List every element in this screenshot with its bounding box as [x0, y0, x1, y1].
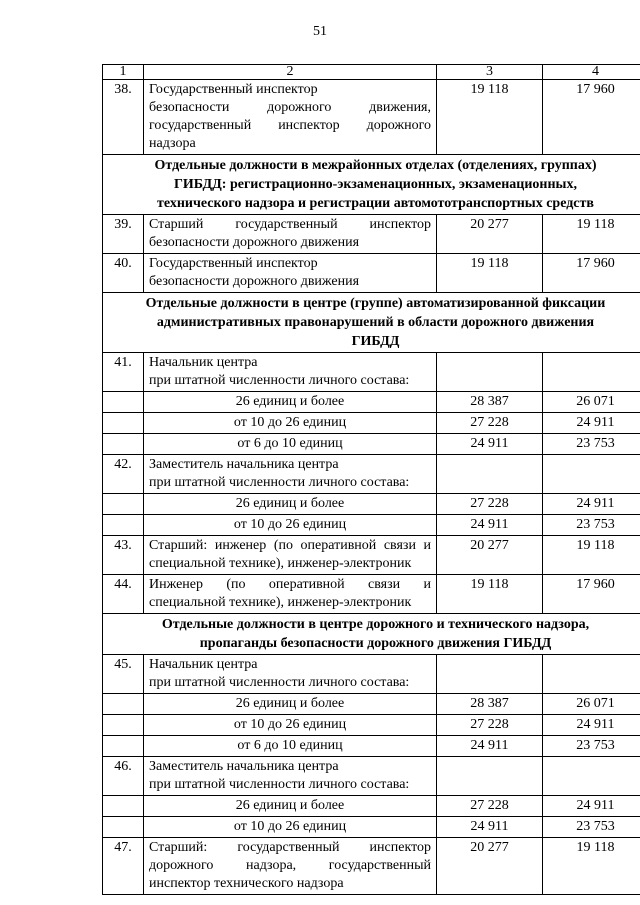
section-heading-line: Отдельные должности в центре (группе) автоматизированной фиксации	[145, 296, 606, 311]
sub-row	[103, 715, 640, 736]
sub-row	[103, 413, 640, 434]
salary-col-4	[543, 655, 640, 694]
position-name-line: Заместитель начальника центра	[149, 457, 339, 472]
row-number: 46.	[103, 757, 144, 796]
salary-col-3: 27 228	[437, 715, 543, 736]
position-name-line: Государственный инспектор	[149, 256, 318, 271]
salary-col-3: 19 118	[437, 575, 543, 614]
table-row	[103, 80, 640, 155]
salary-col-4: 24 911	[543, 715, 640, 736]
position-name-line: дорожного надзора, государственный	[149, 858, 431, 873]
sub-row	[103, 796, 640, 817]
table-body	[103, 65, 640, 895]
row-number: 44.	[103, 575, 144, 614]
salary-col-4: 24 911	[543, 494, 640, 515]
salary-col-4: 23 753	[543, 434, 640, 455]
row-number-empty	[103, 817, 144, 838]
staff-size-range: 26 единиц и более	[144, 392, 437, 413]
section-heading-line: технического надзора и регистрации автомототранспортных средств	[157, 196, 594, 211]
salary-col-3	[437, 353, 543, 392]
salary-col-3: 27 228	[437, 796, 543, 817]
position-name	[144, 536, 437, 575]
section-heading-line: Отдельные должности в межрайонных отделах (отделениях, группах)	[154, 158, 597, 173]
position-name-line: надзора	[149, 136, 196, 151]
position-name	[144, 80, 437, 155]
table-row	[103, 215, 640, 254]
staff-size-range: от 10 до 26 единиц	[144, 515, 437, 536]
salary-col-3: 20 277	[437, 536, 543, 575]
row-number-empty	[103, 515, 144, 536]
salary-col-4	[543, 757, 640, 796]
salary-table	[102, 64, 640, 895]
row-number: 39.	[103, 215, 144, 254]
table-row	[103, 536, 640, 575]
header-col-4: 4	[543, 65, 640, 80]
position-name-line: при штатной численности личного состава:	[149, 373, 410, 388]
sub-row	[103, 694, 640, 715]
position-name-line: Заместитель начальника центра	[149, 759, 339, 774]
position-name-line: Старший: государственный инспектор	[149, 840, 431, 855]
section-heading-line: административных правонарушений в области дорожного движения	[156, 315, 595, 330]
salary-col-3: 28 387	[437, 392, 543, 413]
salary-col-4: 17 960	[543, 575, 640, 614]
position-name-line: безопасности дорожного движения	[149, 235, 360, 250]
salary-col-4: 17 960	[543, 80, 640, 155]
salary-col-3: 27 228	[437, 413, 543, 434]
row-number: 42.	[103, 455, 144, 494]
sub-row	[103, 392, 640, 413]
sub-row	[103, 817, 640, 838]
position-name-line: специальной технике), инженер-электроник	[149, 595, 412, 610]
position-name-line: при штатной численности личного состава:	[149, 675, 410, 690]
salary-col-4: 24 911	[543, 413, 640, 434]
section-row	[103, 155, 640, 215]
position-name	[144, 655, 437, 694]
position-name-line: Начальник центра	[149, 657, 258, 672]
position-name-line: при штатной численности личного состава:	[149, 475, 410, 490]
row-number: 45.	[103, 655, 144, 694]
row-number: 47.	[103, 838, 144, 895]
section-heading	[103, 155, 640, 215]
salary-col-3: 24 911	[437, 515, 543, 536]
salary-col-3: 24 911	[437, 434, 543, 455]
position-name	[144, 215, 437, 254]
page-number: 51	[313, 24, 327, 39]
row-number: 41.	[103, 353, 144, 392]
header-col-3: 3	[437, 65, 543, 80]
position-name-line: Старший: инженер (по оперативной связи и	[149, 538, 431, 553]
position-name-line: Начальник центра	[149, 355, 258, 370]
salary-col-4: 23 753	[543, 736, 640, 757]
salary-col-4: 19 118	[543, 215, 640, 254]
sub-row	[103, 434, 640, 455]
sub-row	[103, 515, 640, 536]
section-row	[103, 614, 640, 655]
position-name-line: безопасности дорожного движения	[149, 274, 360, 289]
staff-size-range: от 6 до 10 единиц	[144, 434, 437, 455]
table-row	[103, 655, 640, 694]
salary-col-4: 17 960	[543, 254, 640, 293]
salary-col-4	[543, 353, 640, 392]
position-name-line: безопасности дорожного движения,	[149, 100, 431, 115]
position-name-line: Государственный инспектор	[149, 82, 318, 97]
salary-col-4: 26 071	[543, 392, 640, 413]
row-number-empty	[103, 796, 144, 817]
salary-col-4: 19 118	[543, 838, 640, 895]
sub-row	[103, 736, 640, 757]
position-name-line: государственный инспектор дорожного	[149, 118, 431, 133]
section-row	[103, 293, 640, 353]
row-number-empty	[103, 694, 144, 715]
table-row	[103, 575, 640, 614]
position-name	[144, 575, 437, 614]
row-number-empty	[103, 413, 144, 434]
salary-col-4: 26 071	[543, 694, 640, 715]
row-number-empty	[103, 715, 144, 736]
row-number-empty	[103, 434, 144, 455]
row-number-empty	[103, 736, 144, 757]
header-row	[103, 65, 640, 80]
salary-col-3: 24 911	[437, 736, 543, 757]
position-name	[144, 353, 437, 392]
salary-col-3: 19 118	[437, 254, 543, 293]
position-name-line: Старший государственный инспектор	[149, 217, 431, 232]
salary-col-3	[437, 655, 543, 694]
staff-size-range: от 6 до 10 единиц	[144, 736, 437, 757]
staff-size-range: 26 единиц и более	[144, 494, 437, 515]
position-name-line: при штатной численности личного состава:	[149, 777, 410, 792]
row-number-empty	[103, 392, 144, 413]
table-row	[103, 455, 640, 494]
position-name	[144, 838, 437, 895]
position-name	[144, 757, 437, 796]
row-number: 40.	[103, 254, 144, 293]
table-row	[103, 254, 640, 293]
salary-col-4	[543, 455, 640, 494]
table-row	[103, 838, 640, 895]
position-name-line: Инженер (по оперативной связи и	[149, 577, 431, 592]
position-name-line: инспектор технического надзора	[149, 876, 344, 891]
sub-row	[103, 494, 640, 515]
row-number-empty	[103, 494, 144, 515]
section-heading-line: ГИБДД: регистрационно-экзаменационных, экзаменационных,	[174, 177, 577, 192]
salary-col-4: 23 753	[543, 515, 640, 536]
salary-col-3: 27 228	[437, 494, 543, 515]
row-number: 38.	[103, 80, 144, 155]
salary-col-3	[437, 757, 543, 796]
salary-col-3: 24 911	[437, 817, 543, 838]
section-heading	[103, 614, 640, 655]
table-row	[103, 353, 640, 392]
salary-col-3: 20 277	[437, 215, 543, 254]
section-heading-line: ГИБДД	[351, 334, 400, 349]
staff-size-range: от 10 до 26 единиц	[144, 715, 437, 736]
header-col-1: 1	[103, 65, 144, 80]
header-col-2: 2	[144, 65, 437, 80]
staff-size-range: 26 единиц и более	[144, 694, 437, 715]
salary-col-3: 28 387	[437, 694, 543, 715]
position-name	[144, 254, 437, 293]
position-name-line: специальной технике), инженер-электроник	[149, 556, 412, 571]
section-heading-line: Отдельные должности в центре дорожного и технического надзора,	[161, 617, 590, 632]
position-name	[144, 455, 437, 494]
salary-col-4: 19 118	[543, 536, 640, 575]
row-number: 43.	[103, 536, 144, 575]
table-row	[103, 757, 640, 796]
section-heading-line: пропаганды безопасности дорожного движения ГИБДД	[199, 636, 552, 651]
salary-col-3: 19 118	[437, 80, 543, 155]
salary-col-4: 23 753	[543, 817, 640, 838]
salary-col-3: 20 277	[437, 838, 543, 895]
section-heading	[103, 293, 640, 353]
staff-size-range: 26 единиц и более	[144, 796, 437, 817]
salary-col-4: 24 911	[543, 796, 640, 817]
staff-size-range: от 10 до 26 единиц	[144, 413, 437, 434]
staff-size-range: от 10 до 26 единиц	[144, 817, 437, 838]
salary-col-3	[437, 455, 543, 494]
